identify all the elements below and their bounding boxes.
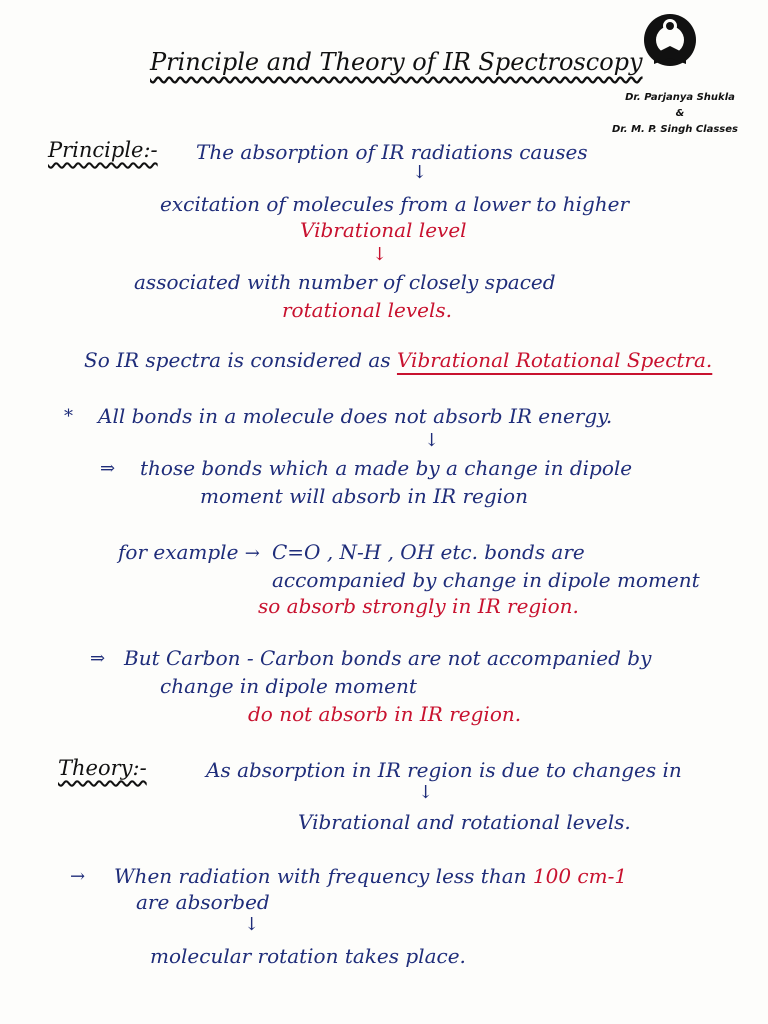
point1: All bonds in a molecule does not absorb IR energy.: [98, 404, 613, 428]
theory-point1b: are absorbed: [136, 890, 270, 914]
point3c: do not absorb in IR region.: [248, 702, 522, 726]
point2b: moment will absorb in IR region: [200, 484, 528, 508]
logo-icon: [640, 10, 700, 80]
principle-line1: The absorption of IR radiations causes: [196, 140, 588, 164]
brand-name: Dr. Parjanya Shukla: [625, 92, 735, 103]
page-title: Principle and Theory of IR Spectroscopy: [150, 48, 643, 76]
brand-amp: &: [675, 108, 685, 119]
example-b: accompanied by change in dipole moment: [272, 568, 700, 592]
point2a: those bonds which a made by a change in dipole: [140, 456, 633, 480]
example-label: for example →: [118, 540, 260, 564]
star-bullet: *: [64, 406, 73, 427]
theory-line2: Vibrational and rotational levels.: [298, 810, 631, 834]
principle-line6: So IR spectra is considered as Vibrational Rotational Spectra.: [84, 348, 713, 372]
double-arrow-icon: ⇒: [100, 458, 116, 479]
down-arrow: ↓: [244, 914, 260, 935]
example-c: so absorb strongly in IR region.: [258, 594, 579, 618]
down-arrow: ↓: [418, 782, 434, 803]
point3a: But Carbon - Carbon bonds are not accompanied by: [124, 646, 652, 670]
principle-line3: Vibrational level: [300, 218, 467, 242]
example-a: C=O , N-H , OH etc. bonds are: [272, 540, 585, 564]
down-arrow: ↓: [424, 430, 440, 451]
brand-classes: Dr. M. P. Singh Classes: [611, 124, 738, 135]
down-arrow: ↓: [412, 162, 428, 183]
right-arrow-icon: →: [70, 866, 86, 887]
theory-point1c: molecular rotation takes place.: [150, 944, 466, 968]
down-arrow-red: ↓: [372, 244, 388, 265]
principle-heading: Principle:-: [48, 138, 158, 162]
theory-line1: As absorption in IR region is due to changes in: [206, 758, 682, 782]
theory-heading: Theory:-: [58, 756, 147, 780]
principle-line4: associated with number of closely spaced: [134, 270, 556, 294]
principle-line2: excitation of molecules from a lower to higher: [160, 192, 630, 216]
point3b: change in dipole moment: [160, 674, 417, 698]
double-arrow-icon: ⇒: [90, 648, 106, 669]
theory-point1a: When radiation with frequency less than 100 cm-1: [114, 864, 628, 888]
principle-line5: rotational levels.: [282, 298, 452, 322]
